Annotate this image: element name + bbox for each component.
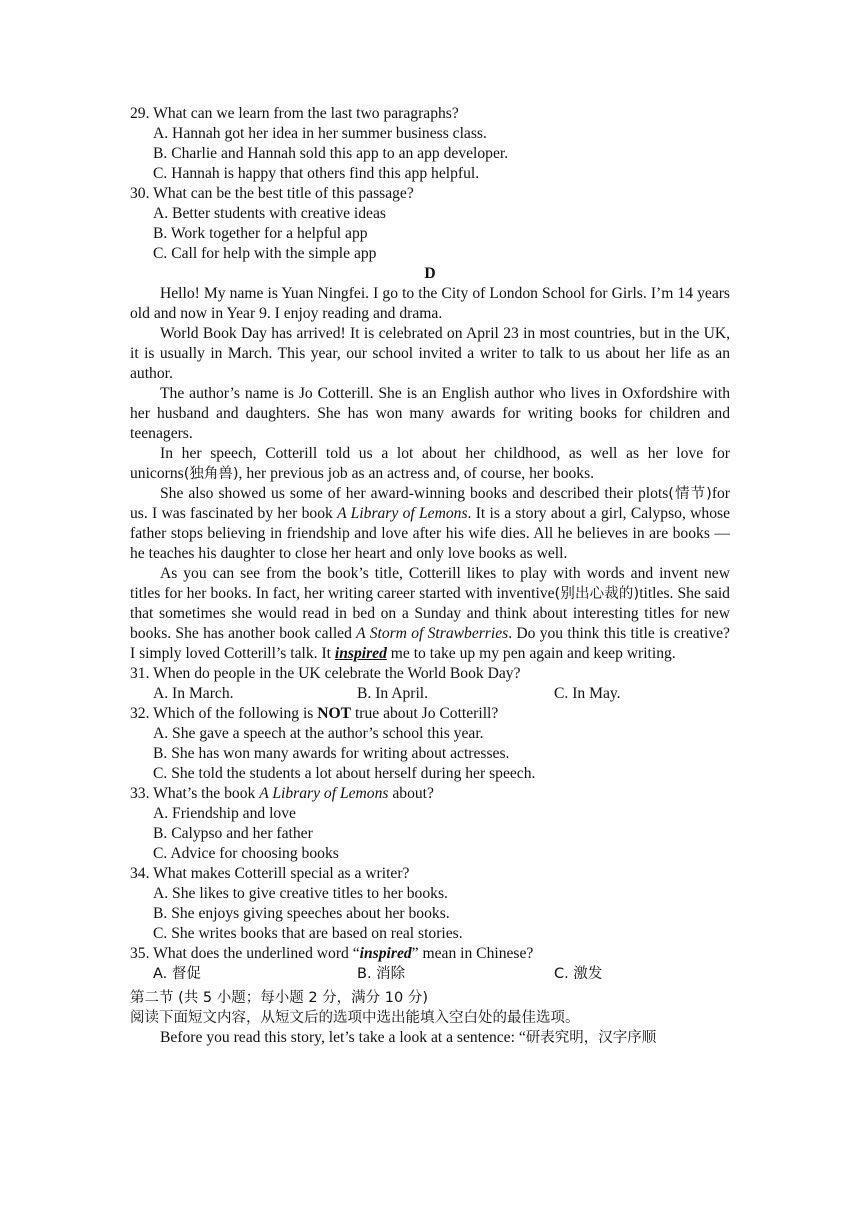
option-a: A. 督促 <box>153 966 201 982</box>
question-stem: 30. What can be the best title of this passage? <box>130 185 414 202</box>
option-b: B. Calypso and her father <box>153 825 313 842</box>
question-stem: 35. What does the underlined word “inspired” mean in Chinese? <box>130 945 534 962</box>
question-stem: 32. Which of the following is NOT true about Jo Cotterill? <box>130 705 499 722</box>
option-c: C. Advice for choosing books <box>153 845 339 862</box>
book-title: A Library of Lemons <box>337 505 468 522</box>
paragraph-2: World Book Day has arrived! It is celebrated on April 23 in most countries, but in the UK, it is usually in March. This year, our school invited a writer to talk to us about her life as an author. <box>130 325 730 382</box>
option-b: B. Work together for a helpful app <box>153 225 368 242</box>
paragraph-3: The author’s name is Jo Cotterill. She is an English author who lives in Oxfordshire with her husband and daughters. She has won many awards for writing books for children and teenagers. <box>130 385 730 442</box>
question-32 <box>130 704 730 784</box>
book-title: A Library of Lemons <box>259 785 389 802</box>
chinese-gloss: (别出心裁的) <box>554 586 640 602</box>
section-2-instruction: 阅读下面短文内容，从短文后的选项中选出能填入空白处的最佳选项。 <box>130 1010 580 1026</box>
option-c: C. Hannah is happy that others find this app helpful. <box>153 165 480 182</box>
option-c: C. She told the students a lot about herself during her speech. <box>153 765 536 782</box>
options-row <box>130 684 730 704</box>
question-stem: 31. When do people in the UK celebrate the World Book Day? <box>130 665 521 682</box>
option-b: B. She has won many awards for writing about actresses. <box>153 745 510 762</box>
exam-page <box>130 104 730 1048</box>
question-34 <box>130 864 730 944</box>
section-2-lead: Before you read this story, let’s take a look at a sentence: “研表究明，汉字序顺 <box>160 1029 657 1046</box>
chinese-gloss: (情节) <box>668 486 712 502</box>
section-heading: D <box>424 265 436 282</box>
question-stem: 29. What can we learn from the last two paragraphs? <box>130 105 459 122</box>
option-a: A. She gave a speech at the author’s school this year. <box>153 725 484 742</box>
section-2-title: 第二节 (共 5 小题；每小题 2 分，满分 10 分) <box>130 990 428 1006</box>
option-a: A. Friendship and love <box>153 805 296 822</box>
reading-passage-d <box>130 284 730 664</box>
emphasis-not: NOT <box>317 705 352 722</box>
option-b: B. 消除 <box>357 966 406 982</box>
option-c: C. 激发 <box>554 966 603 982</box>
question-29 <box>130 104 730 184</box>
paragraph-1: Hello! My name is Yuan Ningfei. I go to the City of London School for Girls. I’m 14 years old and now in Year 9. I enjoy reading and drama. <box>130 285 730 322</box>
chinese-gloss: (独角兽) <box>183 466 239 482</box>
option-b: B. She enjoys giving speeches about her books. <box>153 905 450 922</box>
question-31 <box>130 664 730 704</box>
option-c: C. In May. <box>554 685 621 702</box>
underlined-word: inspired <box>334 645 387 662</box>
option-b: B. In April. <box>357 685 429 702</box>
option-a: A. Better students with creative ideas <box>153 205 386 222</box>
question-35 <box>130 944 730 984</box>
paragraph-5: She also showed us some of her award-winning books and described their plots(情节)for us. I was fascinated by her book A Library of Lemons. It is a story about a girl, Calypso, whose father stops believing in friendship and love after his wife dies. All he believes in are books — he teaches his daughter to close her heart and only love books as well. <box>130 485 730 562</box>
option-c: C. Call for help with the simple app <box>153 245 377 262</box>
question-30 <box>130 184 730 264</box>
option-a: A. In March. <box>153 685 234 702</box>
options-row <box>130 964 730 984</box>
option-c: C. She writes books that are based on real stories. <box>153 925 463 942</box>
question-stem: 34. What makes Cotterill special as a writer? <box>130 865 410 882</box>
paragraph-6: As you can see from the book’s title, Cotterill likes to play with words and invent new titles for her books. In fact, her writing career started with inventive(别出心裁的)titles. She said that sometimes she would read in bed on a Sunday and think about interesting titles for new books. She has another book called A Storm of Strawberries. Do you think this title is creative? I simply loved Cotterill’s talk. It inspired me to take up my pen again and keep writing. <box>130 565 730 662</box>
question-33 <box>130 784 730 864</box>
option-a: A. She likes to give creative titles to her books. <box>153 885 448 902</box>
book-title: A Storm of Strawberries <box>356 625 509 642</box>
option-b: B. Charlie and Hannah sold this app to an app developer. <box>153 145 509 162</box>
paragraph-4: In her speech, Cotterill told us a lot about her childhood, as well as her love for unicorns(独角兽), her previous job as an actress and, of course, her books. <box>130 445 730 482</box>
question-stem: 33. What’s the book A Library of Lemons about? <box>130 785 434 802</box>
option-a: A. Hannah got her idea in her summer business class. <box>153 125 487 142</box>
quoted-word: inspired <box>359 945 412 962</box>
